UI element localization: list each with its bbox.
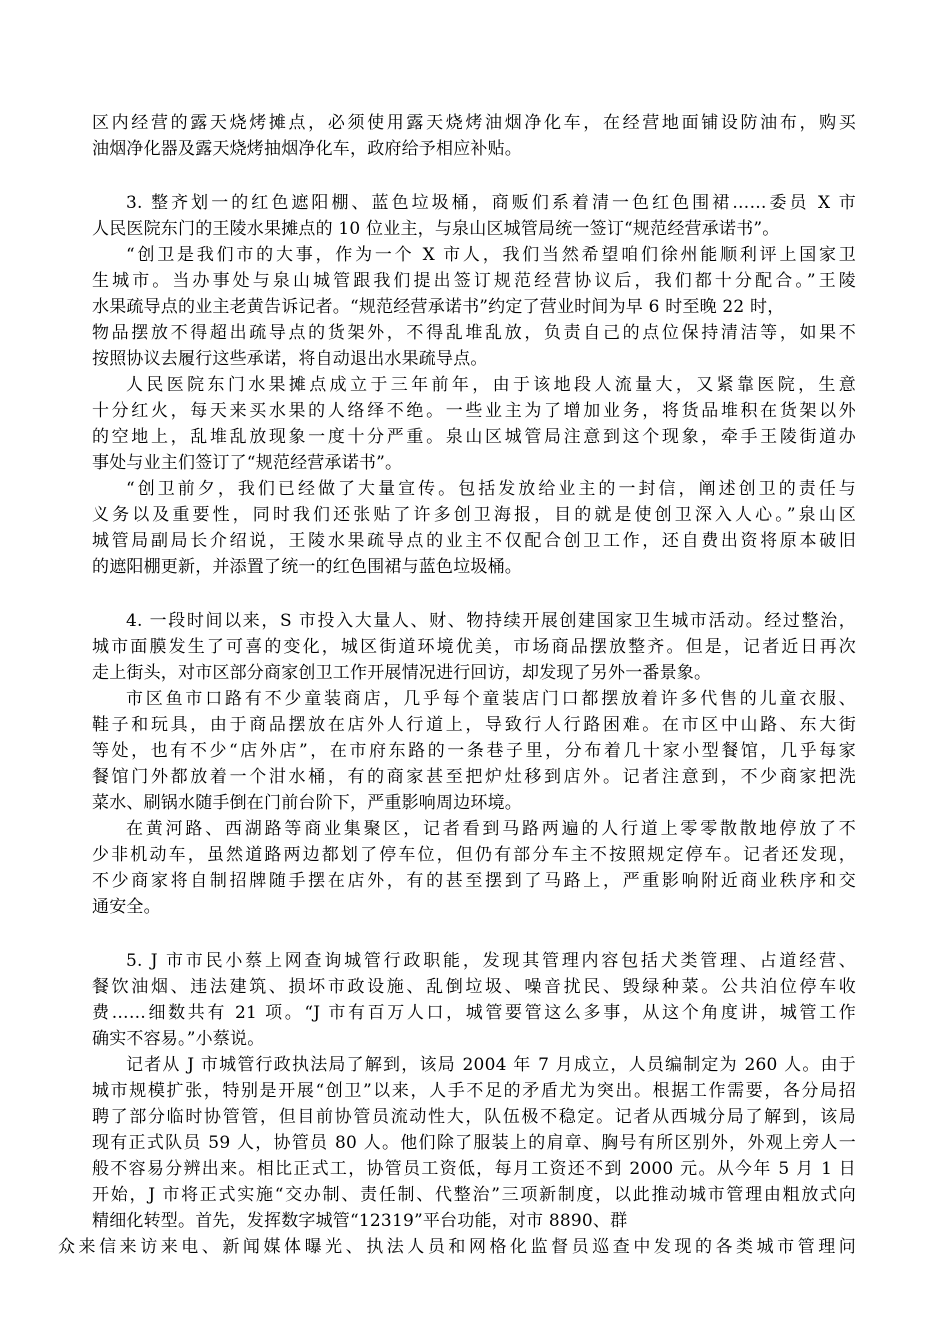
text-line: 生城市。当办事处与泉山城管跟我们提出签订规范经营协议后，我们都十分配合。”王陵: [92, 271, 856, 291]
text-line: 菜水、刷锅水随手倒在门前台阶下，严重影响周边环境。: [92, 793, 522, 813]
paragraph-gap: [92, 920, 856, 948]
text-line: 5. J 市市民小蔡上网查询城管行政职能，发现其管理内容包括犬类管理、占道经营、: [126, 951, 856, 971]
text-line: 精细化转型。首先，发挥数字城管“12319”平台功能，对市 8890、群: [92, 1211, 628, 1231]
document-page: [58, 110, 856, 1260]
text-line: 等处，也有不少“店外店”，在市府东路的一条巷子里，分布着几十家小型餐馆，几乎每家: [92, 741, 856, 761]
text-line: 聘了部分临时协管管，但目前协管员流动性大，队伍极不稳定。记者从西城分局了解到，该局: [92, 1107, 856, 1127]
text-line: 人民医院东门的王陵水果摊点的 10 位业主，与泉山区城管局统一签订“规范经营承诺书”。: [92, 219, 780, 239]
text-line: 的空地上，乱堆乱放现象一度十分严重。泉山区城管局注意到这个现象，牵手王陵街道办: [92, 427, 856, 447]
text-line: 不少商家将自制招牌随手摆在店外，有的甚至摆到了马路上，严重影响附近商业秩序和交: [92, 871, 856, 891]
text-line: 城市规模扩张，特别是开展“创卫”以来，人手不足的矛盾尤为突出。根据工作需要，各分局招: [92, 1081, 856, 1101]
text-line: 记者从 J 市城管行政执法局了解到，该局 2004 年 7 月成立，人员编制定为 260 人。由于: [126, 1055, 856, 1075]
text-line: 现有正式队员 59 人，协管员 80 人。他们除了服装上的肩章、胸号有所区别外，外观上旁人一: [92, 1133, 856, 1153]
text-line: 鞋子和玩具，由于商品摆放在店外人行道上，导致行人行路困难。在市区中山路、东大街: [92, 715, 856, 735]
text-line: 费……细数共有 21 项。“J 市有百万人口，城管要管这么多事，从这个角度讲，城管工作: [92, 1003, 856, 1023]
text-line: 3. 整齐划一的红色遮阳棚、蓝色垃圾桶，商贩们系着清一色红色围裙……委员 X 市: [126, 193, 856, 213]
text-line: 人民医院东门水果摊点成立于三年前年，由于该地段人流量大，又紧靠医院，生意: [126, 375, 856, 395]
text-line: 义务以及重要性，同时我们还张贴了许多创卫海报，目的就是使创卫深入人心。”泉山区: [92, 505, 856, 525]
text-line: “创卫是我们市的大事，作为一个 X 市人，我们当然希望咱们徐州能顺利评上国家卫: [126, 245, 856, 265]
text-line: 油烟净化器及露天烧烤抽烟净化车，政府给予相应补贴。: [92, 139, 522, 159]
text-line: “创卫前夕，我们已经做了大量宣传。包括发放给业主的一封信，阐述创卫的责任与: [126, 479, 856, 499]
text-line: 市区鱼市口路有不少童装商店，几乎每个童装店门口都摆放着许多代售的儿童衣服、: [126, 689, 856, 709]
text-line: 物品摆放不得超出疏导点的货架外，不得乱堆乱放，负责自己的点位保持清洁等，如果不: [92, 323, 856, 343]
text-line: 的遮阳棚更新，并添置了统一的红色围裙与蓝色垃圾桶。: [92, 557, 522, 577]
text-line: 餐馆门外都放着一个泔水桶，有的商家甚至把炉灶移到店外。记者注意到，不少商家把洗: [92, 767, 856, 787]
text-line: 少非机动车，虽然道路两边都划了停车位，但仍有部分车主不按照规定停车。记者还发现，: [92, 845, 856, 865]
text-line: 开始，J 市将正式实施“交办制、责任制、代整治”三项新制度，以此推动城市管理由粗放式向: [92, 1185, 856, 1205]
text-line: 确实不容易。”小蔡说。: [92, 1029, 265, 1049]
text-line: 按照协议去履行这些承诺，将自动退出水果疏导点。: [92, 349, 488, 369]
text-line: 4. 一段时间以来，S 市投入大量人、财、物持续开展创建国家卫生城市活动。经过整治，: [126, 611, 856, 631]
text-line: 区内经营的露天烧烤摊点，必须使用露天烧烤油烟净化车，在经营地面铺设防油布，购买: [92, 113, 856, 133]
text-line: 事处与业主们签订了“规范经营承诺书”。: [92, 453, 403, 473]
text-line: 餐饮油烟、违法建筑、损坏市政设施、乱倒垃圾、噪音扰民、毁绿种菜。公共泊位停车收: [92, 977, 856, 997]
text-line: 城市面膜发生了可喜的变化，城区街道环境优美，市场商品摆放整齐。但是，记者近日再次: [92, 637, 856, 657]
text-line: 城管局副局长介绍说，王陵水果疏导点的业主不仅配合创卫工作，还自费出资将原本破旧: [92, 531, 856, 551]
text-line: 般不容易分辨出来。相比正式工，协管员工资低，每月工资还不到 2000 元。从今年 5 月 1 日: [92, 1159, 856, 1179]
text-line: 走上街头，对市区部分商家创卫工作开展情况进行回访，却发现了另外一番景象。: [92, 663, 712, 683]
text-line: 十分红火，每天来买水果的人络绎不绝。一些业主为了增加业务，将货品堆积在货架以外: [92, 401, 856, 421]
text-line: 众来信来访来电、新闻媒体曝光、执法人员和网格化监督员巡查中发现的各类城市管理问: [58, 1237, 856, 1257]
text-line: 水果疏导点的业主老黄告诉记者。“规范经营承诺书”约定了营业时间为早 6 时至晚 22 时，: [92, 297, 785, 317]
text-line: 在黄河路、西湖路等商业集聚区，记者看到马路两遍的人行道上零零散散地停放了不: [126, 819, 856, 839]
paragraph-gap: [92, 580, 856, 608]
text-line: 通安全。: [92, 897, 161, 917]
paragraph-gap: [92, 162, 856, 190]
